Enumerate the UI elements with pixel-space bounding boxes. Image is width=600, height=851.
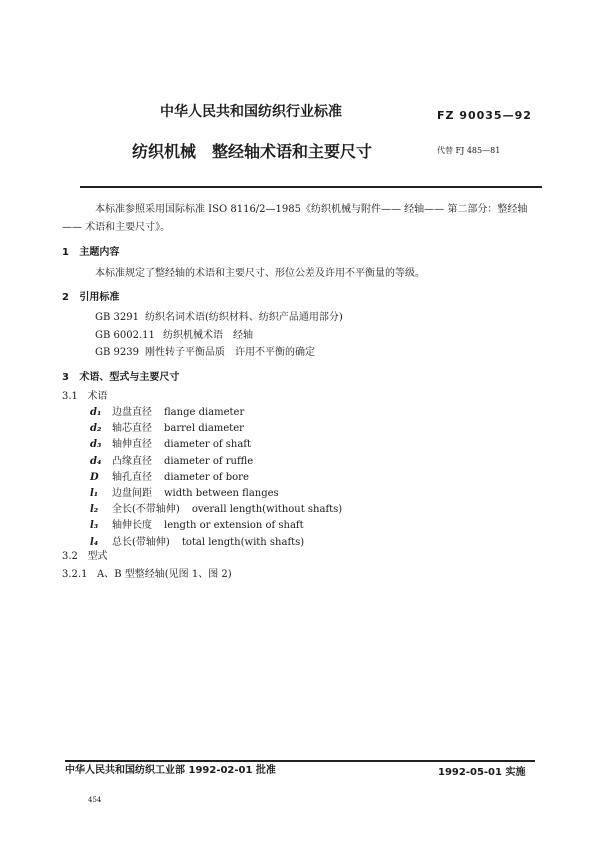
reference-item: GB 6002.11 纺织机械术语 经轴: [95, 330, 253, 341]
section-3-1-heading: 3.1 术语: [62, 391, 108, 402]
section-1-text: 本标准规定了整经轴的术语和主要尺寸、形位公差及许用不平衡量的等级。: [95, 268, 425, 279]
intro-line-2: —— 术语和主要尺寸》。: [62, 222, 171, 233]
replaces-note: 代替 FJ 485—81: [437, 146, 501, 155]
term-en: length or extension of shaft: [164, 520, 304, 532]
header-rule: [80, 186, 542, 188]
section-3-heading: 3 术语、型式与主要尺寸: [62, 372, 180, 383]
term-item: [90, 489, 279, 499]
term-zh: 边盘直径: [112, 407, 152, 418]
term-sym: d₂: [90, 423, 102, 435]
term-en: barrel diameter: [164, 423, 244, 435]
term-item: [90, 505, 342, 515]
term-zh: 轴芯直径: [112, 423, 152, 435]
term-zh: 全长(不带轴伸): [112, 504, 180, 516]
reference-item: GB 3291 纺织名词术语(纺织材料、纺织产品通用部分): [95, 312, 343, 323]
page-title: 纺织机械 整经轴术语和主要尺寸: [132, 142, 373, 161]
term-item: [90, 457, 253, 467]
term-en: width between flanges: [164, 488, 279, 499]
term-zh: 轴伸长度: [112, 520, 152, 532]
term-sym: D: [90, 471, 99, 483]
term-sym: l₁: [90, 488, 99, 499]
term-item: [90, 521, 304, 531]
term-item: [90, 440, 251, 450]
footer-rule: [65, 760, 535, 762]
term-sym: l₃: [90, 520, 99, 532]
term-sym: l₂: [90, 504, 99, 516]
page-number: 454: [88, 796, 102, 804]
term-en: flange diameter: [164, 407, 245, 418]
term-zh: 总长(带轴伸): [112, 536, 170, 548]
term-zh: 轴伸直径: [112, 439, 152, 451]
section-3-2-heading: 3.2 型式: [62, 551, 108, 562]
section-3-2-1-heading: 3.2.1 A、B 型整经轴(见图 1、图 2): [62, 569, 232, 580]
term-zh: 轴孔直径: [112, 471, 152, 483]
issuing-org: 中华人民共和国纺织行业标准: [160, 104, 342, 120]
section-2-heading: 2 引用标准: [62, 292, 120, 303]
term-sym: l₄: [90, 536, 99, 548]
term-item: [90, 408, 244, 418]
term-item: [90, 424, 244, 434]
term-en: total length(with shafts): [181, 536, 305, 548]
term-sym: d₁: [90, 407, 102, 418]
term-en: overall length(without shafts): [191, 504, 343, 516]
approval-date: 中华人民共和国纺织工业部 1992-02-01 批准: [65, 765, 276, 776]
term-zh: 边盘间距: [112, 488, 152, 499]
reference-item: GB 9239 刚性转子平衡品质 许用不平衡的确定: [95, 347, 315, 358]
term-zh: 凸缘直径: [112, 455, 152, 467]
term-item: [90, 538, 304, 548]
term-sym: d₃: [90, 439, 102, 451]
effective-date: 1992-05-01 实施: [438, 767, 526, 778]
standard-code: FZ 90035—92: [437, 109, 532, 122]
term-en: diameter of bore: [164, 471, 249, 483]
term-sym: d₄: [90, 455, 102, 467]
term-item: [90, 473, 249, 483]
section-1-heading: 1 主题内容: [62, 247, 120, 258]
intro-line-1: 本标准参照采用国际标准 ISO 8116/2—1985《纺织机械与附件—— 经轴—— 第二部分：整经轴: [95, 204, 528, 215]
term-en: diameter of shaft: [164, 439, 252, 451]
term-en: diameter of ruffle: [164, 455, 254, 467]
